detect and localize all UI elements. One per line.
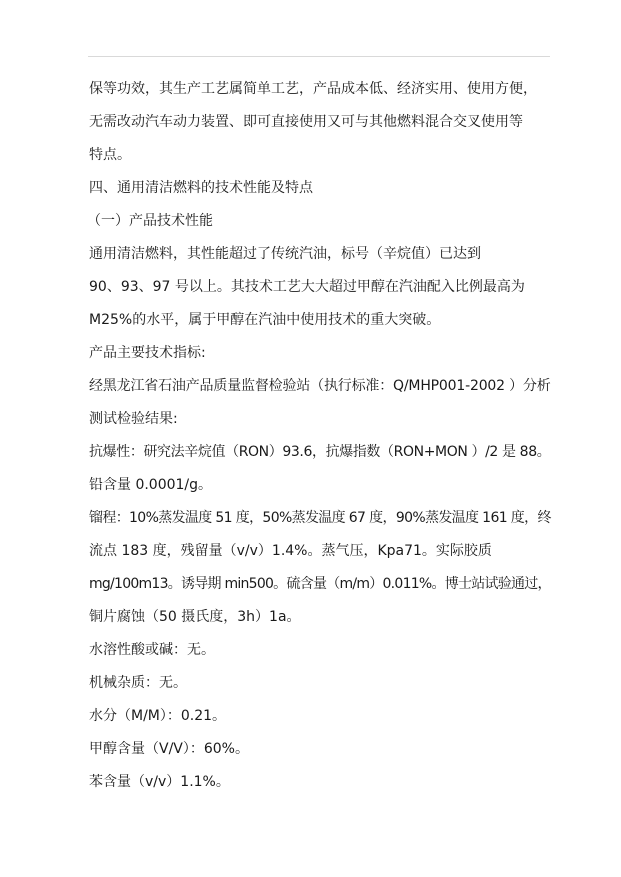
spec-copper-corrosion: 铜片腐蚀（50 摄氏度，3h）1a。	[89, 609, 301, 625]
paragraph-line-2: 无需改动汽车动力装置、即可直接使用又可与其他燃料混合交叉使用等	[89, 114, 523, 130]
spec-methanol-content: 甲醇含量（V/V）：60%。	[89, 741, 249, 757]
spec-distillation-line-3: mg/100m13。诱导期 min500。硫含量（m/m）0.011%。博士站试验通过，	[89, 576, 551, 592]
header-divider	[88, 56, 550, 57]
section-heading: 四、通用清洁燃料的技术性能及特点	[89, 180, 313, 196]
spec-water-content: 水分（M/M）：0.21。	[89, 708, 227, 724]
paragraph-line-1: 保等功效，其生产工艺属简单工艺，产品成本低、经济实用、使用方便，	[89, 81, 537, 97]
spec-heading: 产品主要技术指标:	[89, 345, 206, 361]
spec-water-soluble-acid: 水溶性酸或碱：无。	[89, 642, 215, 658]
spec-distillation-line-2: 流点 183 度，残留量（v/v）1.4%。蒸气压，Kpa71。实际胶质	[89, 543, 492, 559]
spec-mechanical-impurity: 机械杂质：无。	[89, 675, 187, 691]
paragraph-line-5: 90、93、97 号以上。其技术工艺大大超过甲醇在汽油配入比例最高为	[89, 279, 525, 295]
paragraph-line-4: 通用清洁燃料，其性能超过了传统汽油，标号（辛烷值）已达到	[89, 246, 481, 262]
paragraph-line-6: M25%的水平，属于甲醇在汽油中使用技术的重大突破。	[89, 312, 441, 328]
spec-antiknock: 抗爆性：研究法辛烷值（RON）93.6，抗爆指数（RON+MON ）/2 是 88。	[89, 444, 551, 460]
spec-benzene-content: 苯含量（v/v）1.1%。	[89, 774, 230, 790]
spec-lead: 铅含量 0.0001/g。	[89, 477, 213, 493]
subsection-heading: （一）产品技术性能	[87, 213, 213, 229]
spec-distillation-line-1: 镏程：10%蒸发温度 51 度，50%蒸发温度 67 度，90%蒸发温度 161 度，终	[89, 510, 551, 526]
paragraph-line-3: 特点。	[89, 147, 131, 163]
paragraph-line-8: 测试检验结果:	[89, 411, 178, 427]
paragraph-line-7: 经黑龙江省石油产品质量监督检验站（执行标准：Q/MHP001-2002 ）分析	[89, 378, 551, 394]
